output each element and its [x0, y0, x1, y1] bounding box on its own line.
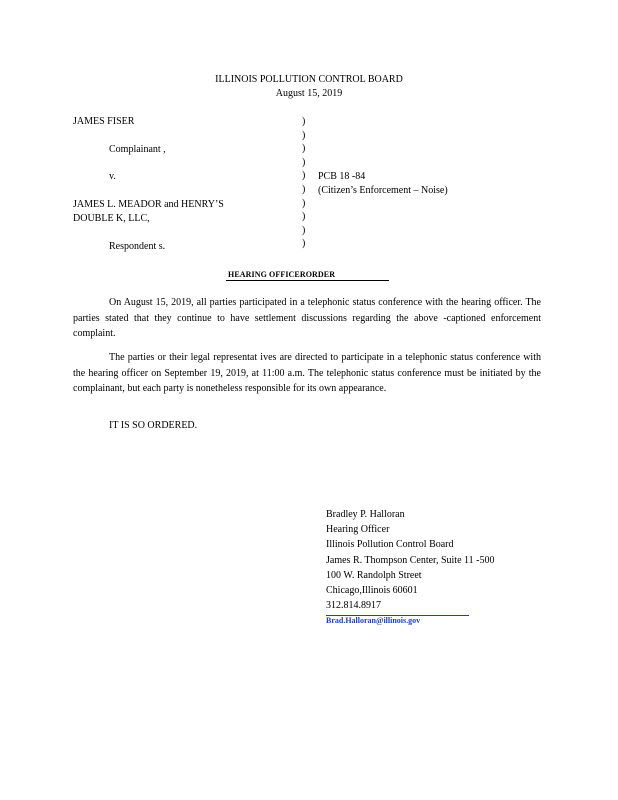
order-title-underline [226, 280, 389, 281]
respondent-name-line1: JAMES L. MEADOR and HENRY’S [73, 199, 224, 210]
order-closing: IT IS SO ORDERED. [109, 420, 198, 431]
caption-paren: ) [302, 129, 306, 141]
signer-title: Hearing Officer [326, 524, 390, 536]
caption-paren: ) [302, 143, 306, 155]
order-paragraph-1 [73, 295, 541, 342]
order-title: HEARING OFFICERORDER [228, 270, 336, 279]
signer-building: James R. Thompson Center, Suite 11 -500 [326, 554, 495, 566]
caption-paren: ) [302, 197, 306, 209]
caption-paren: ) [302, 156, 306, 168]
email-underline [326, 615, 469, 616]
case-number: PCB 18 -84 [318, 171, 366, 182]
signer-street: 100 W. Randolph Street [326, 569, 422, 581]
signature-block [326, 507, 494, 629]
complainant-name: JAMES FISER [73, 116, 135, 127]
signer-city: Chicago,Illinois 60601 [326, 585, 418, 597]
caption-paren: ) [302, 238, 306, 250]
caption-paren: ) [302, 170, 306, 182]
caption-parentheses [302, 115, 305, 251]
case-type: (Citizen’s Enforcement – Noise) [318, 185, 448, 196]
signer-email-link[interactable]: Brad.Halloran@illinois.gov [326, 616, 421, 626]
respondent-name-line2: DOUBLE K, LLC, [73, 213, 150, 224]
caption-paren: ) [302, 224, 306, 236]
signer-agency: Illinois Pollution Control Board [326, 539, 454, 551]
complainant-role: Complainant , [109, 144, 166, 155]
agency-heading: ILLINOIS POLLUTION CONTROL BOARD [215, 74, 403, 85]
signer-phone: 312.814.8917 [326, 600, 381, 612]
signer-name: Bradley P. Halloran [326, 509, 405, 520]
caption-paren: ) [302, 116, 306, 127]
order-paragraph-2 [73, 350, 541, 397]
respondent-role: Respondent s. [109, 241, 166, 252]
paragraph-text: On August 15, 2019, all parties participated in a telephonic status conference with the hearing officer. The parties stated that they continue to have settlement discussions regarding the above -captioned enforcement complaint. [73, 297, 541, 340]
caption-paren: ) [302, 211, 306, 223]
paragraph-text: The parties or their legal representat ives are directed to participate in a telephonic status conference with the hearing officer on September 19, 2019, at 11:00 a.m. The telephonic status conference must be initiated by the complainant, but each party is nonetheless responsible for its own appearance. [73, 352, 541, 395]
versus-label: v. [109, 171, 116, 182]
document-date: August 15, 2019 [275, 88, 343, 99]
caption-paren: ) [302, 183, 306, 195]
